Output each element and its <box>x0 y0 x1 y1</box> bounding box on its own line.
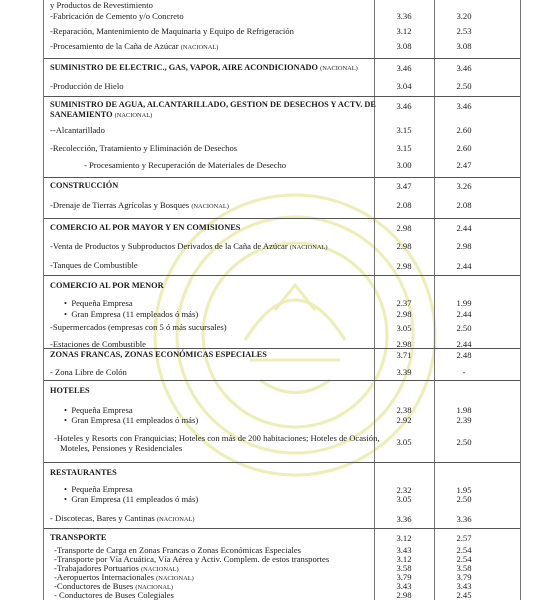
value-col-2: 2.54 <box>456 545 472 555</box>
value-col-2: 1.98 <box>456 405 472 415</box>
value-col-2: 2.08 <box>456 200 472 210</box>
value-col-2: 1.95 <box>456 485 472 495</box>
value-col-1: 3.15 <box>396 143 412 153</box>
row-divider <box>44 218 520 219</box>
section-heading: ZONAS FRANCAS, ZONAS ECONÓMICAS ESPECIALES <box>50 350 267 359</box>
value-col-2: 2.98 <box>456 241 472 251</box>
value-col-1: 2.98 <box>396 339 412 349</box>
value-col-1: 3.05 <box>396 494 412 504</box>
value-col-2: 2.54 <box>456 554 472 564</box>
value-col-1: 3.36 <box>396 11 412 21</box>
value-col-1: 3.04 <box>396 81 412 91</box>
value-col-1: 3.08 <box>396 41 412 51</box>
value-col-1: 2.98 <box>396 241 412 251</box>
row-divider <box>44 380 520 381</box>
row-label: -Reparación, Mantenimiento de Maquinaria y Equipo de Refrigeración <box>50 26 294 36</box>
value-col-2: 2.45 <box>456 590 472 600</box>
value-col-2: 2.60 <box>456 125 472 135</box>
value-col-2: 2.50 <box>456 323 472 333</box>
value-col-2: 2.50 <box>456 494 472 504</box>
value-col-1: 3.12 <box>396 26 412 36</box>
row-label: -Supermercados (empresas con 5 ó más sucursales) <box>50 322 227 332</box>
value-col-2: - <box>462 367 466 377</box>
bullet-item: • Pequeña Empresa <box>64 405 133 415</box>
row-label: y Productos de Revestimiento <box>50 0 153 10</box>
bullet-item: • Pequeña Empresa <box>64 484 133 494</box>
section-heading: RESTAURANTES <box>50 468 117 477</box>
nacional-tag: (NACIONAL) <box>156 516 195 523</box>
bullet-item: • Gran Empresa (11 empleados ó más) <box>64 415 199 425</box>
value-col-2: 2.48 <box>456 350 472 360</box>
value-col-2: 2.39 <box>456 415 472 425</box>
row-label: - Conductores de Buses Colegiales <box>54 590 174 600</box>
nacional-tag: (NACIONAL) <box>141 566 179 573</box>
value-col-2: 3.58 <box>456 563 472 573</box>
nacional-tag: (NACIONAL) <box>156 575 194 582</box>
row-label: -Fabricación de Cemento y/o Concreto <box>50 11 184 21</box>
value-col-2: 2.44 <box>456 261 472 271</box>
section-heading: TRANSPORTE <box>50 533 107 542</box>
row-divider <box>44 462 520 463</box>
section-heading: COMERCIO AL POR MENOR <box>50 281 164 290</box>
section-heading-cont: SANEAMIENTO (NACIONAL) <box>50 110 153 119</box>
value-col-1: 3.43 <box>396 581 412 591</box>
row-label: -Procesamiento de la Caña de Azúcar (NACIONAL) <box>50 41 219 51</box>
nacional-tag: (NACIONAL) <box>289 244 328 251</box>
section-heading: CONSTRUCCIÓN <box>50 181 119 190</box>
value-col-1: 3.71 <box>396 350 412 360</box>
value-col-1: 2.32 <box>396 485 412 495</box>
value-col-1: 3.00 <box>396 160 412 170</box>
row-label: -Venta de Productos y Subproductos Derivados de la Caña de Azúcar (NACIONAL) <box>50 241 328 251</box>
row-label: -Trabajadores Portuarios (NACIONAL) <box>54 563 179 573</box>
nacional-tag: (NACIONAL) <box>135 584 174 591</box>
row-label: -Drenaje de Tierras Agrícolas y Bosques (NACIONAL) <box>50 200 229 210</box>
value-col-1: 3.05 <box>396 323 412 333</box>
value-col-2: 2.60 <box>456 143 472 153</box>
value-col-2: 3.08 <box>456 41 472 51</box>
column-divider <box>43 0 44 600</box>
row-label: -Aeropuertos Internacionales (NACIONAL) <box>54 572 194 582</box>
row-divider <box>44 96 520 97</box>
row-label: -Producción de Hielo <box>50 81 124 91</box>
row-label: -Transporte por Vía Acuática, Vía Aérea y Activ. Complem. de estos transportes <box>54 554 330 564</box>
value-col-2: 2.50 <box>456 437 472 447</box>
row-label: - Zona Libre de Colón <box>50 367 127 377</box>
value-col-2: 2.50 <box>456 81 472 91</box>
row-label-cont: Moteles, Pensiones y Residenciales <box>60 443 183 453</box>
value-col-2: 3.26 <box>456 181 472 191</box>
value-col-1: 3.43 <box>396 545 412 555</box>
row-label: -Recolección, Tratamiento y Eliminación de Desechos <box>50 143 238 153</box>
value-col-2: 1.99 <box>456 298 472 308</box>
value-col-1: 3.46 <box>396 63 412 73</box>
row-label: - Discotecas, Bares y Cantinas (NACIONAL) <box>50 513 195 523</box>
value-col-1: 3.58 <box>396 563 412 573</box>
row-label: -Estaciones de Combustible <box>50 339 146 349</box>
value-col-1: 2.98 <box>396 223 412 233</box>
row-label: --Alcantarillado <box>50 125 105 135</box>
value-col-1: 2.08 <box>396 200 412 210</box>
section-heading: SUMINISTRO DE AGUA, ALCANTARILLADO, GESTION DE DESECHOS Y ACTV. DE <box>50 100 376 109</box>
section-heading: HOTELES <box>50 386 90 395</box>
value-col-1: 2.37 <box>396 298 412 308</box>
row-divider <box>44 58 520 59</box>
row-label: -Tanques de Combustible <box>50 260 138 270</box>
value-col-1: 3.12 <box>396 554 412 564</box>
value-col-2: 3.79 <box>456 572 472 582</box>
section-heading: COMERCIO AL POR MAYOR Y EN COMISIONES <box>50 223 241 232</box>
value-col-2: 2.57 <box>456 533 472 543</box>
value-col-2: 2.47 <box>456 160 472 170</box>
value-col-1: 3.46 <box>396 101 412 111</box>
bullet-item: • Pequeña Empresa <box>64 298 133 308</box>
nacional-tag: (NACIONAL) <box>114 112 153 119</box>
value-col-1: 2.98 <box>396 309 412 319</box>
row-divider <box>44 177 520 178</box>
column-divider <box>520 0 521 600</box>
nacional-tag: (NACIONAL) <box>320 65 358 72</box>
value-col-2: 2.44 <box>456 309 472 319</box>
value-col-1: 2.98 <box>396 261 412 271</box>
value-col-1: 3.05 <box>396 437 412 447</box>
row-label: -Hoteles y Resorts con Franquicias; Hoteles con más de 200 habitaciones; Hoteles de Ocasión, <box>54 433 380 443</box>
value-col-1: 2.38 <box>396 405 412 415</box>
row-divider <box>44 528 520 529</box>
value-col-1: 3.39 <box>396 367 412 377</box>
value-col-1: 3.79 <box>396 572 412 582</box>
value-col-2: 3.36 <box>456 514 472 524</box>
bullet-item: • Gran Empresa (11 empleados ó más) <box>64 494 199 504</box>
row-divider <box>44 275 520 276</box>
value-col-1: 2.92 <box>396 415 412 425</box>
nacional-tag: (NACIONAL) <box>191 203 229 210</box>
nacional-tag: (NACIONAL) <box>180 44 219 51</box>
value-col-2: 2.44 <box>456 223 472 233</box>
row-label: -Transporte de Carga en Zonas Francas o Zonas Económicas Especiales <box>54 545 301 555</box>
value-col-2: 3.20 <box>456 11 472 21</box>
value-col-1: 3.36 <box>396 514 412 524</box>
section-heading: SUMINISTRO DE ELECTRIC., GAS, VAPOR, AIRE ACONDICIONADO (NACIONAL) <box>50 63 358 72</box>
value-col-2: 3.46 <box>456 63 472 73</box>
value-col-2: 2.53 <box>456 26 472 36</box>
value-col-2: 3.43 <box>456 581 472 591</box>
value-col-1: 3.15 <box>396 125 412 135</box>
value-col-1: 3.12 <box>396 533 412 543</box>
bullet-item: • Gran Empresa (11 empleados ó más) <box>64 309 199 319</box>
row-label: -Conductores de Buses (NACIONAL) <box>54 581 174 591</box>
row-label: - Procesamiento y Recuperación de Materiales de Desecho <box>84 160 287 170</box>
value-col-1: 2.98 <box>396 590 412 600</box>
value-col-2: 3.46 <box>456 101 472 111</box>
value-col-1: 3.47 <box>396 181 412 191</box>
value-col-2: 2.44 <box>456 339 472 349</box>
